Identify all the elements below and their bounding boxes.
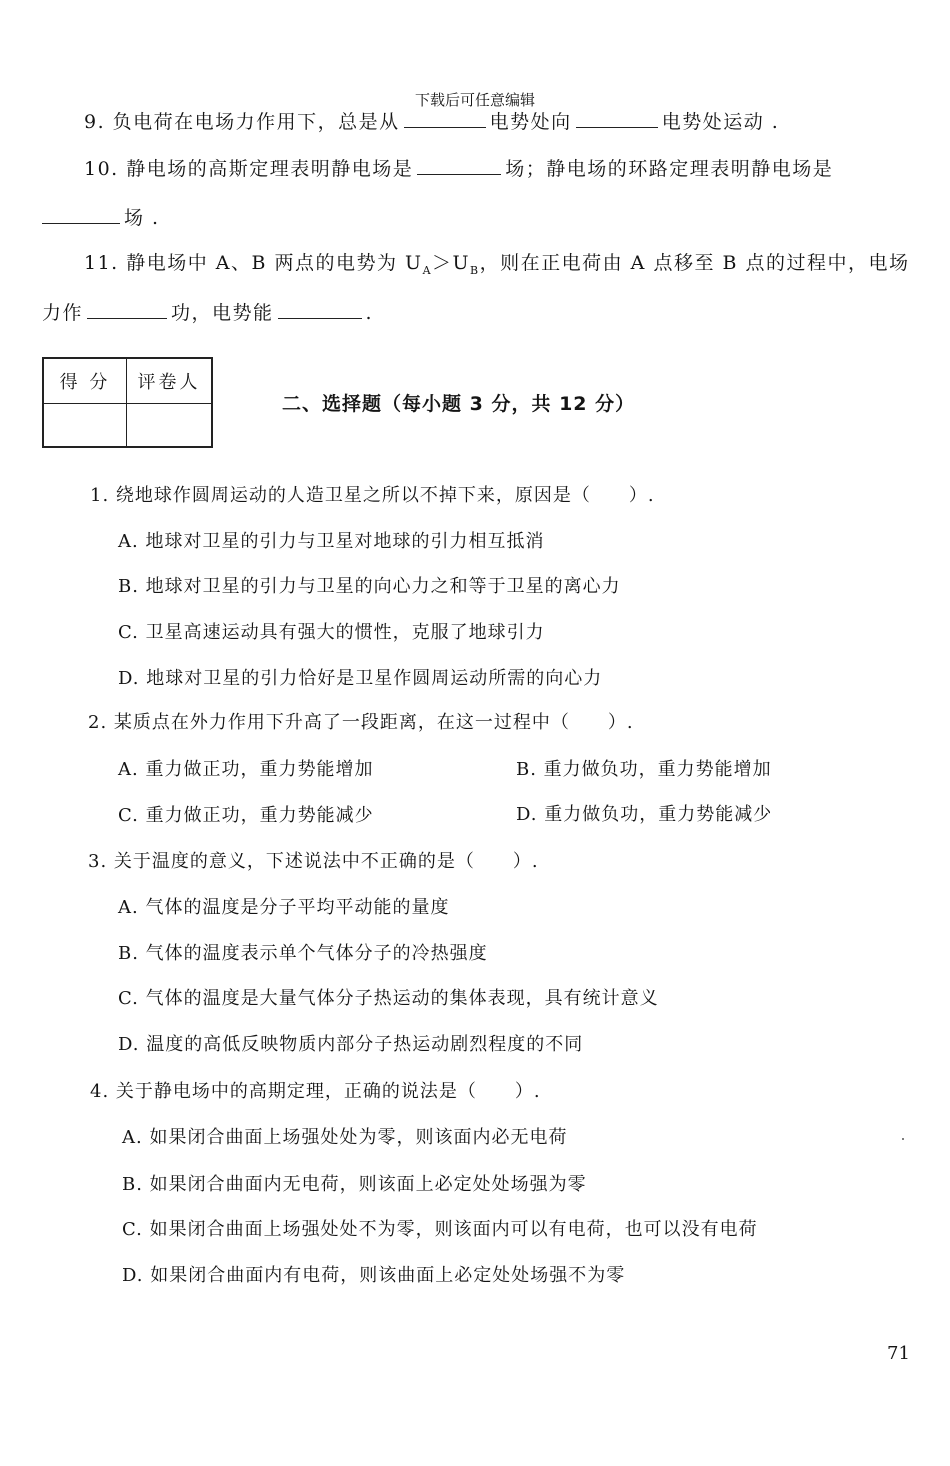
q11-line2-prefix: 力作: [42, 302, 84, 324]
scan-speck: [902, 1138, 904, 1140]
question-4-option-a: A. 如果闭合曲面上场强处处为零，则该面内必无电荷: [122, 1127, 568, 1148]
fill-question-10-cont: [42, 203, 160, 230]
score-cell[interactable]: [43, 404, 127, 448]
q10-suffix: 场 .: [124, 207, 160, 229]
question-2-option-a: A. 重力做正功，重力势能增加: [118, 759, 374, 780]
question-1-option-d: D. 地球对卫星的引力恰好是卫星作圆周运动所需的向心力: [118, 668, 603, 689]
fill-question-11: [84, 248, 909, 277]
q11-sub-b: B: [470, 263, 480, 277]
page-number: 71: [887, 1343, 910, 1364]
question-4-stem: 4. 关于静电场中的高期定理，正确的说法是（ ）.: [90, 1081, 541, 1102]
fill-question-10: [84, 154, 833, 181]
q11-rest: ，则在正电荷由 A 点移至 B 点的过程中，电场: [479, 252, 910, 274]
q10-blank-2: [42, 205, 120, 224]
fill-question-9: [84, 107, 779, 134]
q11-prefix: 11. 静电场中 A、B 两点的电势为 U: [84, 252, 423, 274]
question-1-option-b: B. 地球对卫星的引力与卫星的向心力之和等于卫星的离心力: [118, 576, 621, 597]
question-2-option-d: D. 重力做负功，重力势能减少: [516, 804, 773, 825]
q11-line2-suffix: .: [365, 302, 374, 324]
q9-suffix: 电势处运动 .: [661, 111, 780, 133]
q10-prefix: 10. 静电场的高斯定理表明静电场是: [84, 158, 414, 180]
q9-blank-1: [404, 109, 486, 128]
question-4-option-b: B. 如果闭合曲面内无电荷，则该面上必定处处场强为零: [122, 1174, 587, 1195]
watermark-text: 下载后可任意编辑: [414, 91, 535, 109]
q11-sub-a: A: [422, 263, 433, 277]
grader-cell[interactable]: [127, 404, 213, 448]
q10-blank-1: [417, 156, 501, 175]
q11-blank-2: [278, 300, 362, 319]
question-4-option-d: D. 如果闭合曲面内有电荷，则该曲面上必定处处场强不为零: [122, 1265, 626, 1286]
q9-blank-2: [576, 109, 658, 128]
q11-blank-1: [87, 300, 167, 319]
question-3-option-c: C. 气体的温度是大量气体分子热运动的集体表现，具有统计意义: [118, 988, 659, 1009]
question-3-option-b: B. 气体的温度表示单个气体分子的冷热强度: [118, 943, 488, 964]
question-2-stem: 2. 某质点在外力作用下升高了一段距离，在这一过程中（ ）.: [88, 712, 634, 733]
question-2-option-c: C. 重力做正功，重力势能减少: [118, 805, 374, 826]
q11-line2-mid: 功，电势能: [171, 302, 274, 324]
question-2-option-b: B. 重力做负功，重力势能增加: [516, 759, 772, 780]
question-3-stem: 3. 关于温度的意义，下述说法中不正确的是（ ）.: [88, 851, 539, 872]
question-1-option-c: C. 卫星高速运动具有强大的惯性，克服了地球引力: [118, 622, 545, 643]
score-header: 得 分: [43, 358, 127, 404]
q11-gt: ＞U: [432, 252, 471, 274]
q9-mid: 电势处向: [489, 111, 572, 133]
question-4-option-c: C. 如果闭合曲面上场强处处不为零，则该面内可以有电荷，也可以没有电荷: [122, 1219, 758, 1240]
fill-question-11-cont: [42, 298, 373, 325]
question-3-option-a: A. 气体的温度是分子平均平动能的量度: [118, 897, 450, 918]
section-title: 二、选择题（每小题 3 分，共 12 分）: [282, 393, 636, 415]
grader-header: 评卷人: [127, 358, 213, 404]
q10-mid: 场；静电场的环路定理表明静电场是: [505, 158, 834, 180]
question-1-stem: 1. 绕地球作圆周运动的人造卫星之所以不掉下来，原因是（ ）.: [90, 485, 655, 506]
question-3-option-d: D. 温度的高低反映物质内部分子热运动剧烈程度的不同: [118, 1034, 584, 1055]
question-1-option-a: A. 地球对卫星的引力与卫星对地球的引力相互抵消: [118, 531, 545, 552]
score-table: [42, 357, 213, 448]
q9-prefix: 9. 负电荷在电场力作用下，总是从: [84, 111, 400, 133]
